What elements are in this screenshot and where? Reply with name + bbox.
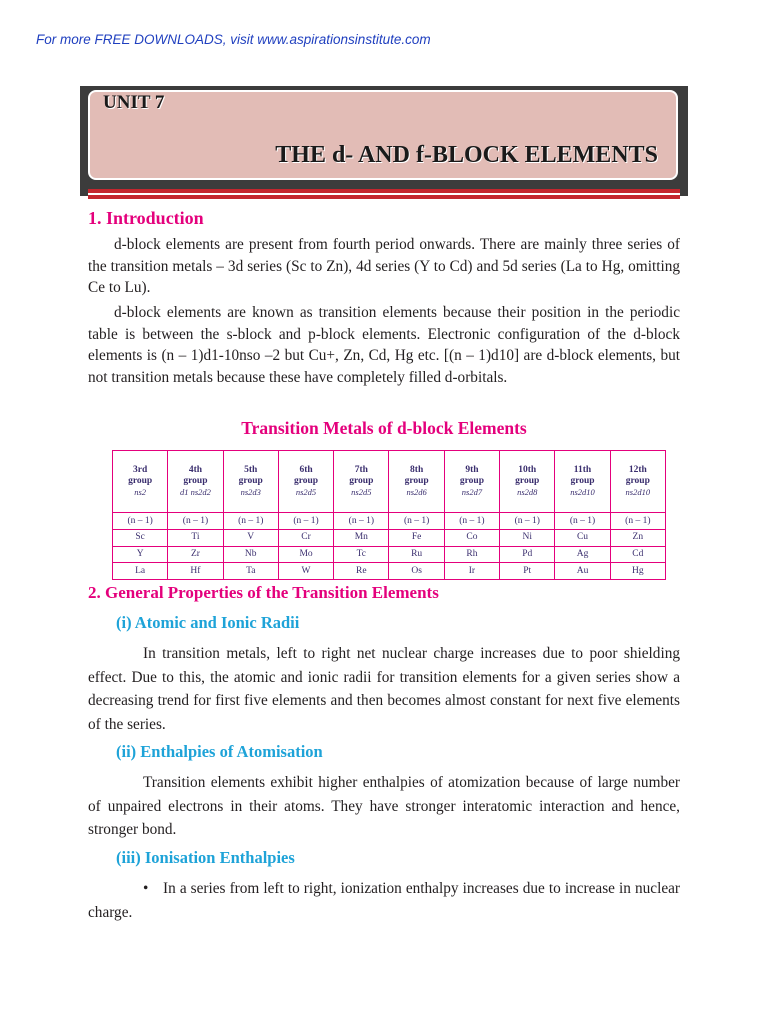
group-name: 3rd xyxy=(133,465,148,476)
section-heading-introduction: 1. Introduction xyxy=(88,208,204,228)
unit-label: UNIT 7 xyxy=(103,92,165,113)
group-header-cell xyxy=(334,451,389,513)
group-name: 6th xyxy=(299,465,313,476)
group-header-cell xyxy=(389,451,444,513)
group-name: 4th xyxy=(188,465,203,476)
group-name: 5th xyxy=(244,465,258,476)
table-cell: Y xyxy=(113,546,168,563)
group-header-cell xyxy=(444,451,499,513)
atomisation-text: Transition elements exhibit higher enthalpies of atomization because of large number of unpaired electrons in their atoms. They have stronger interatomic interaction and hence, stronger bond. xyxy=(88,774,680,838)
group-word: group xyxy=(349,476,374,487)
table-row xyxy=(113,546,666,563)
intro-paragraph-1 xyxy=(88,234,680,299)
table-cell: Au xyxy=(555,563,610,580)
table-cell: Ir xyxy=(444,563,499,580)
table-cell: (n – 1) xyxy=(444,513,499,530)
group-config: ns2 xyxy=(134,487,147,498)
table-cell: (n – 1) xyxy=(389,513,444,530)
table-cell: Cd xyxy=(610,546,665,563)
table-cell: Ta xyxy=(223,563,278,580)
table-cell: Zn xyxy=(610,530,665,547)
table-row xyxy=(113,530,666,547)
group-config: ns2d8 xyxy=(517,487,538,498)
table-cell: (n – 1) xyxy=(223,513,278,530)
chapter-title: THE d- AND f-BLOCK ELEMENTS xyxy=(275,142,658,168)
ionisation-bullet-text: In a series from left to right, ionization enthalpy increases due to increase in nuclear charge. xyxy=(88,880,680,921)
group-name: 8th xyxy=(410,465,424,476)
group-word: group xyxy=(625,476,650,487)
table-cell: Ni xyxy=(500,530,555,547)
group-config: ns2d5 xyxy=(295,487,317,498)
table-cell: Mo xyxy=(278,546,333,563)
group-word: group xyxy=(128,476,153,487)
atomisation-paragraph xyxy=(88,771,680,842)
group-word: group xyxy=(515,476,540,487)
group-config: ns2d3 xyxy=(240,487,261,498)
table-cell: Zr xyxy=(168,546,223,563)
group-word: group xyxy=(293,476,319,487)
table-cell: (n – 1) xyxy=(113,513,168,530)
subheading-ionisation-enthalpies: (iii) Ionisation Enthalpies xyxy=(116,848,295,867)
transition-metals-table xyxy=(112,450,666,580)
group-word: group xyxy=(238,476,263,487)
table-cell: (n – 1) xyxy=(278,513,333,530)
table-cell: Nb xyxy=(223,546,278,563)
table-cell: (n – 1) xyxy=(555,513,610,530)
atomic-radii-paragraph xyxy=(88,642,680,736)
table-cell: Hf xyxy=(168,563,223,580)
table-cell: Mn xyxy=(334,530,389,547)
group-name: 9th xyxy=(465,465,479,476)
group-word: group xyxy=(570,476,595,487)
group-header-cell xyxy=(500,451,555,513)
table-cell: Tc xyxy=(334,546,389,563)
group-header-cell xyxy=(223,451,278,513)
table-cell: (n – 1) xyxy=(334,513,389,530)
table-cell: (n – 1) xyxy=(610,513,665,530)
group-name: 10th xyxy=(518,465,537,476)
table-cell: Pt xyxy=(500,563,555,580)
group-header-cell xyxy=(168,451,223,513)
table-cell: Re xyxy=(334,563,389,580)
table-cell: Ag xyxy=(555,546,610,563)
table-cell: La xyxy=(113,563,168,580)
group-name: 7th xyxy=(354,465,368,476)
table-cell: Os xyxy=(389,563,444,580)
atomic-radii-text: In transition metals, left to right net nuclear charge increases due to poor shielding effect. Due to this, the atomic and ionic radii for transition elements for a given series show a decreasing trend for first five elements and then becomes almost constant for next five elements of the series. xyxy=(88,645,680,733)
table-cell: Fe xyxy=(389,530,444,547)
bullet-dot-icon: • xyxy=(143,880,149,897)
table-cell: Rh xyxy=(444,546,499,563)
group-header-cell xyxy=(610,451,665,513)
group-config: ns2d10 xyxy=(625,487,651,498)
group-header-cell xyxy=(278,451,333,513)
table-row xyxy=(113,513,666,530)
group-name: 11th xyxy=(573,465,592,476)
banner-rule xyxy=(88,189,680,199)
table-cell: Cr xyxy=(278,530,333,547)
group-header-cell xyxy=(113,451,168,513)
table-cell: Ti xyxy=(168,530,223,547)
table-cell: W xyxy=(278,563,333,580)
table-title: Transition Metals of d-block Elements xyxy=(241,418,527,438)
subheading-atomic-ionic-radii: (i) Atomic and Ionic Radii xyxy=(116,613,300,632)
section-heading-general-properties: 2. General Properties of the Transition Elements xyxy=(88,583,439,602)
table-cell: V xyxy=(223,530,278,547)
table-row xyxy=(113,563,666,580)
table-cell: Sc xyxy=(113,530,168,547)
table-header-row xyxy=(113,451,666,513)
intro-paragraph-2 xyxy=(88,302,680,388)
intro-paragraph-2-text: d-block elements are known as transition elements because their position in the periodic table is between the s-block and p-block elements. Electronic configuration of the d-block elements is (n – 1)d1-10nso –2 but Cu+, Zn, Cd, Hg etc. [(n – 1)d10] are d-block elements, but not transition metals because these have completely filled d-orbitals. xyxy=(88,304,680,386)
table-body xyxy=(113,513,666,580)
group-header-cell xyxy=(555,451,610,513)
group-config: ns2d5 xyxy=(351,487,372,498)
intro-paragraph-1-text: d-block elements are present from fourth period onwards. There are mainly three series of the transition metals – 3d series (Sc to Zn), 4d series (Y to Cd) and 5d series (La to Hg, omitting Ce to Lu). xyxy=(88,236,680,296)
table-cell: Cu xyxy=(555,530,610,547)
group-name: 12th xyxy=(628,465,647,476)
group-word: group xyxy=(459,476,484,487)
group-word: group xyxy=(404,476,429,487)
table-cell: Pd xyxy=(500,546,555,563)
downloads-note: For more FREE DOWNLOADS, visit www.aspirationsinstitute.com xyxy=(36,32,431,47)
table-cell: Ru xyxy=(389,546,444,563)
group-config: ns2d6 xyxy=(406,487,427,498)
ionisation-bullet xyxy=(88,877,680,924)
group-config: ns2d7 xyxy=(461,487,483,498)
group-config: ns2d10 xyxy=(570,487,595,498)
subheading-enthalpies-atomisation: (ii) Enthalpies of Atomisation xyxy=(116,742,323,761)
table-cell: (n – 1) xyxy=(168,513,223,530)
group-word: group xyxy=(183,476,208,487)
group-config: d1 ns2d2 xyxy=(179,487,211,498)
table-cell: Hg xyxy=(610,563,665,580)
table-cell: (n – 1) xyxy=(500,513,555,530)
table-cell: Co xyxy=(444,530,499,547)
